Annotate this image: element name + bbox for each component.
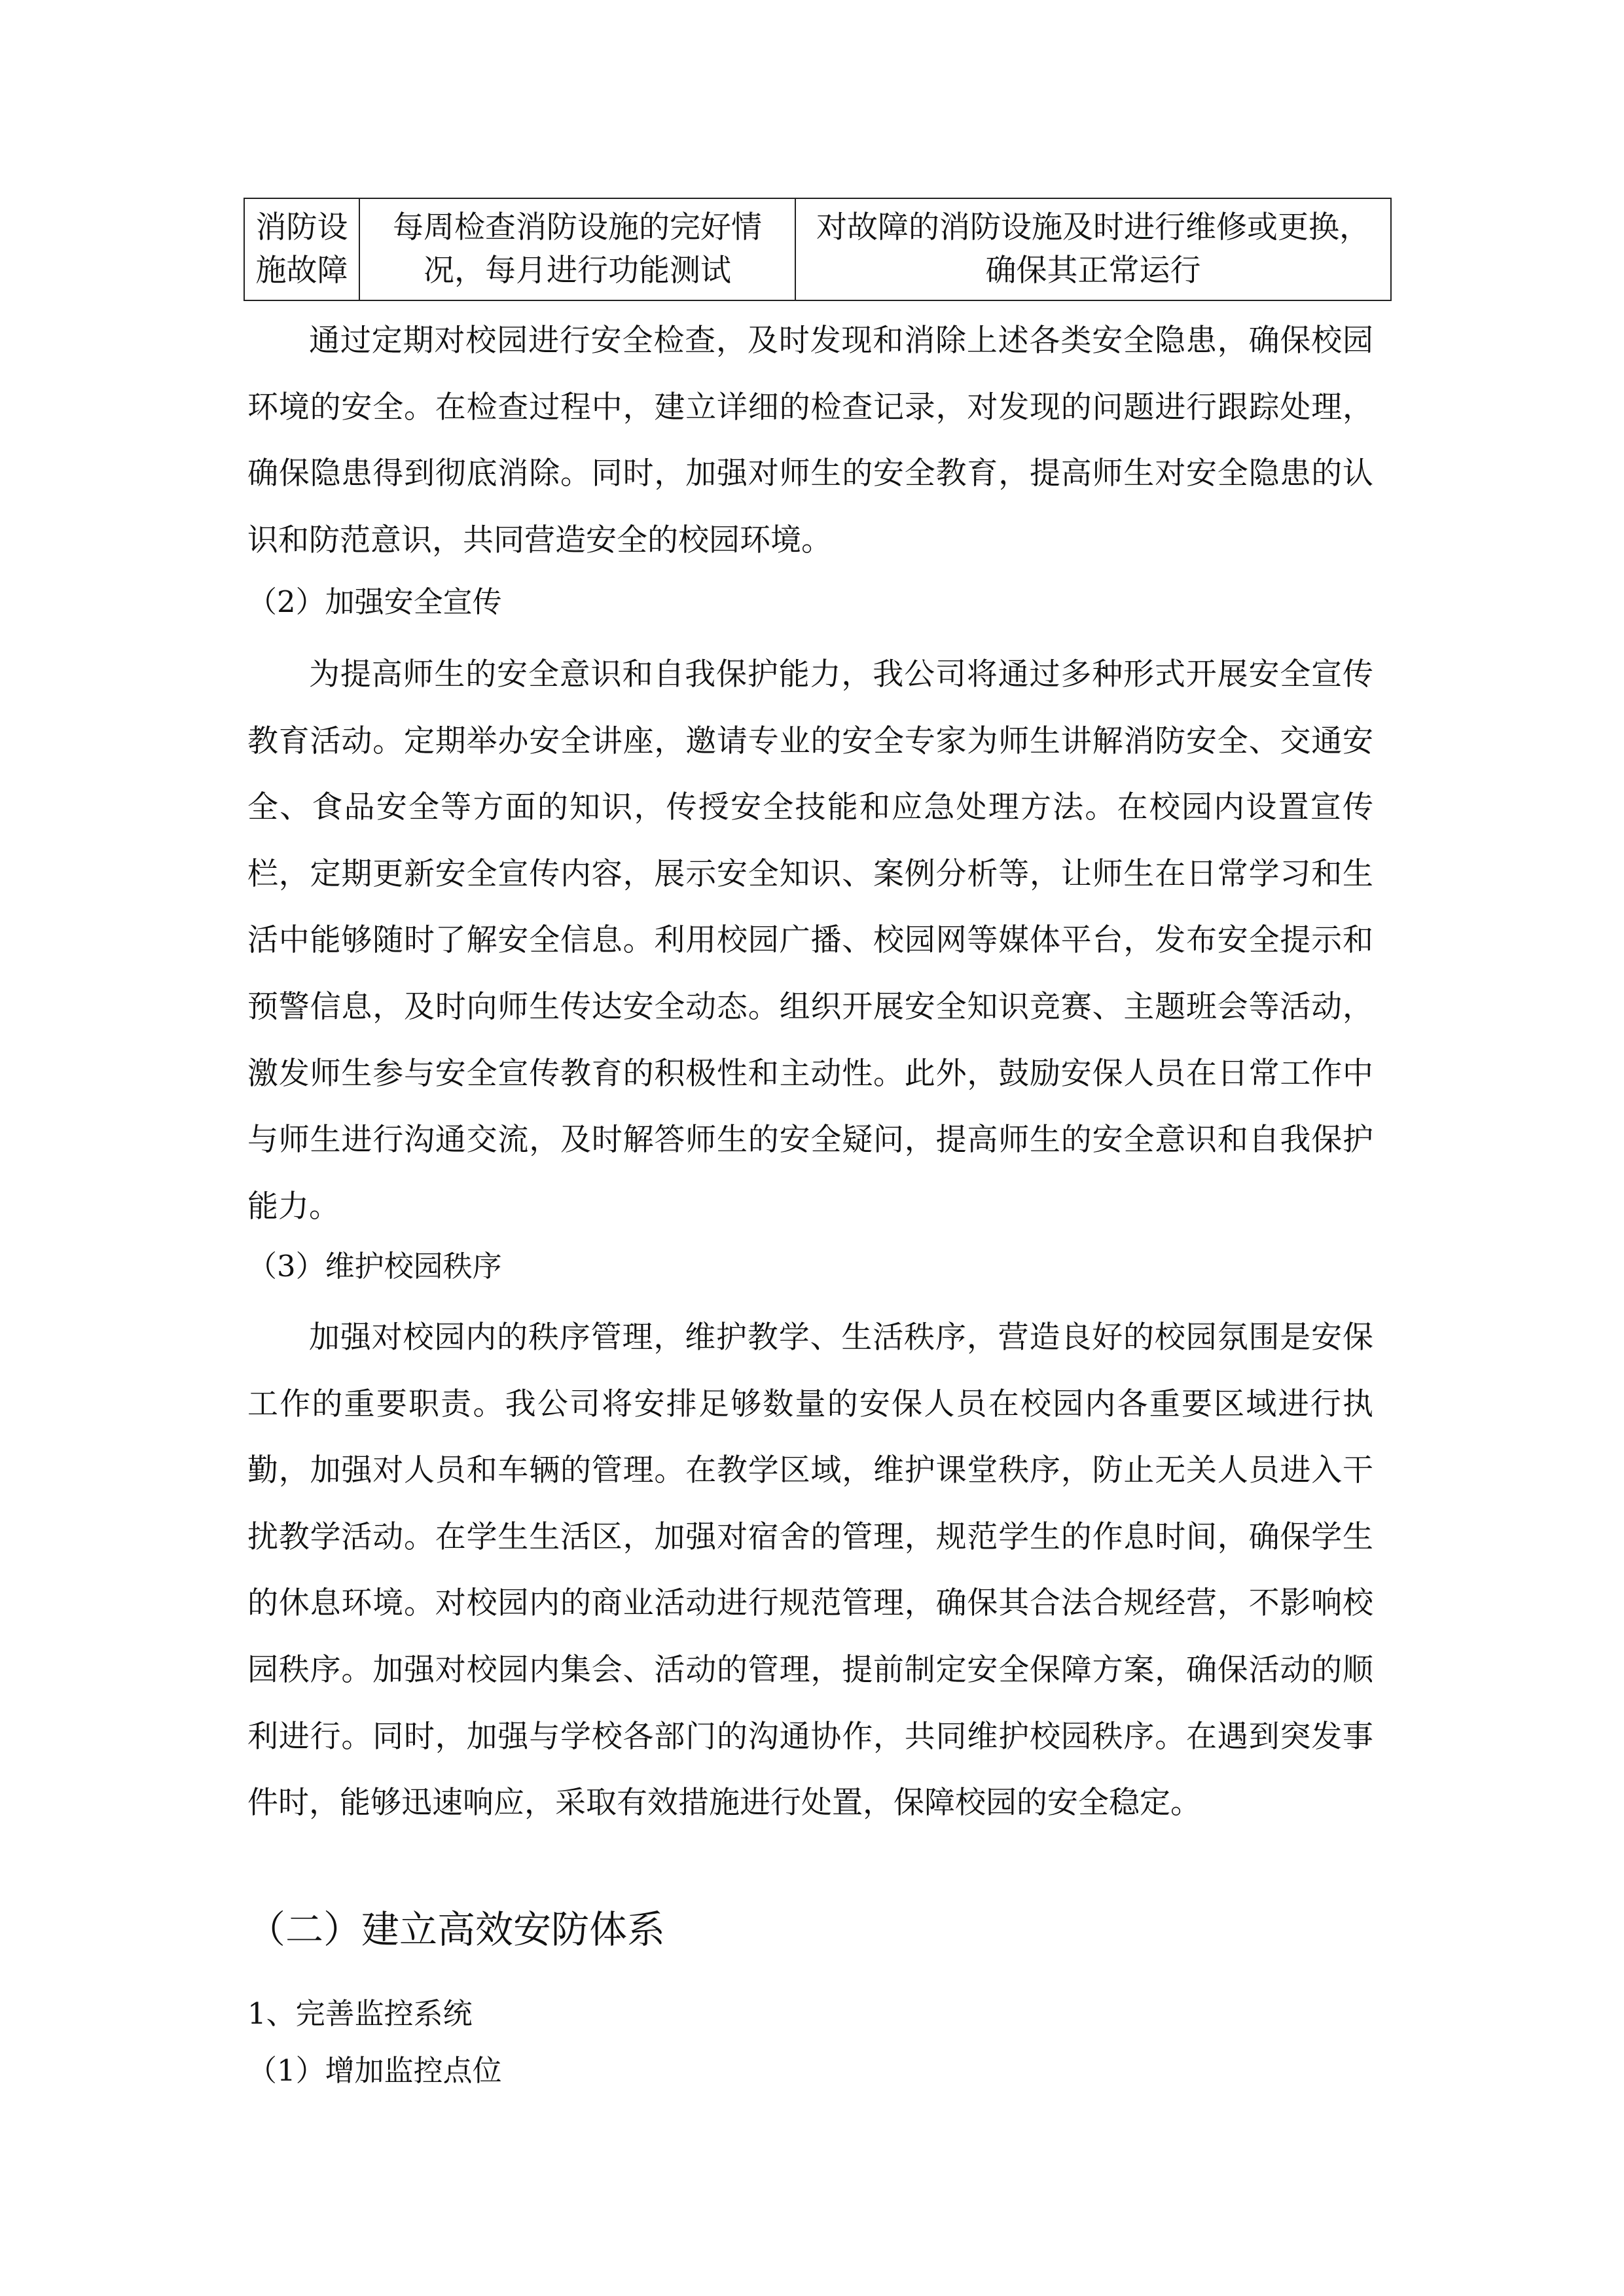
heading-monitoring-system: 1、完善监控系统: [247, 1996, 473, 2031]
section-heading: （二）建立高效安防体系: [247, 1907, 666, 1952]
table-cell-item: 消防设施故障: [244, 198, 359, 300]
subheading-safety-publicity: （2）加强安全宣传: [247, 584, 502, 619]
heading-monitoring-points: （1）增加监控点位: [247, 2053, 502, 2088]
subheading-campus-order: （3）维护校园秩序: [247, 1249, 502, 1283]
paragraph-safety-publicity: 为提高师生的安全意识和自我保护能力，我公司将通过多种形式开展安全宣传教育活动。定期举办安全讲座，邀请专业的安全专家为师生讲解消防安全、交通安全、食品安全等方面的知识，传授安全技能和应急处理方法。在校园内设置宣传栏，定期更新安全宣传内容，展示安全知识、案例分析等，让师生在日常学习和生活中能够随时了解安全信息。利用校园广播、校园网等媒体平台，发布安全提示和预警信息，及时向师生传达安全动态。组织开展安全知识竞赛、主题班会等活动，激发师生参与安全宣传教育的积极性和主动性。此外，鼓励安保人员在日常工作中与师生进行沟通交流，及时解答师生的安全疑问，提高师生的安全意识和自我保护能力。: [247, 656, 1373, 1225]
table-cell-check: 每周检查消防设施的完好情况，每月进行功能测试: [359, 198, 795, 300]
paragraph-inspection-summary: 通过定期对校园进行安全检查，及时发现和消除上述各类安全隐患，确保校园环境的安全。在检查过程中，建立详细的检查记录，对发现的问题进行跟踪处理，确保隐患得到彻底消除。同时，加强对师生的安全教育，提高师生对安全隐患的认识和防范意识，共同营造安全的校园环境。: [247, 323, 1373, 558]
table-row: [244, 198, 1391, 300]
paragraph-campus-order: 加强对校园内的秩序管理，维护教学、生活秩序，营造良好的校园氛围是安保工作的重要职责。我公司将安排足够数量的安保人员在校园内各重要区域进行执勤，加强对人员和车辆的管理。在教学区域，维护课堂秩序，防止无关人员进入干扰教学活动。在学生生活区，加强对宿舍的管理，规范学生的作息时间，确保学生的休息环境。对校园内的商业活动进行规范管理，确保其合法合规经营，不影响校园秩序。加强对校园内集会、活动的管理，提前制定安全保障方案，确保活动的顺利进行。同时，加强与学校各部门的沟通协作，共同维护校园秩序。在遇到突发事件时，能够迅速响应，采取有效措施进行处置，保障校园的安全稳定。: [247, 1319, 1373, 1821]
hazard-table: [244, 198, 1392, 301]
table-cell-measure: 对故障的消防设施及时进行维修或更换，确保其正常运行: [795, 198, 1391, 300]
